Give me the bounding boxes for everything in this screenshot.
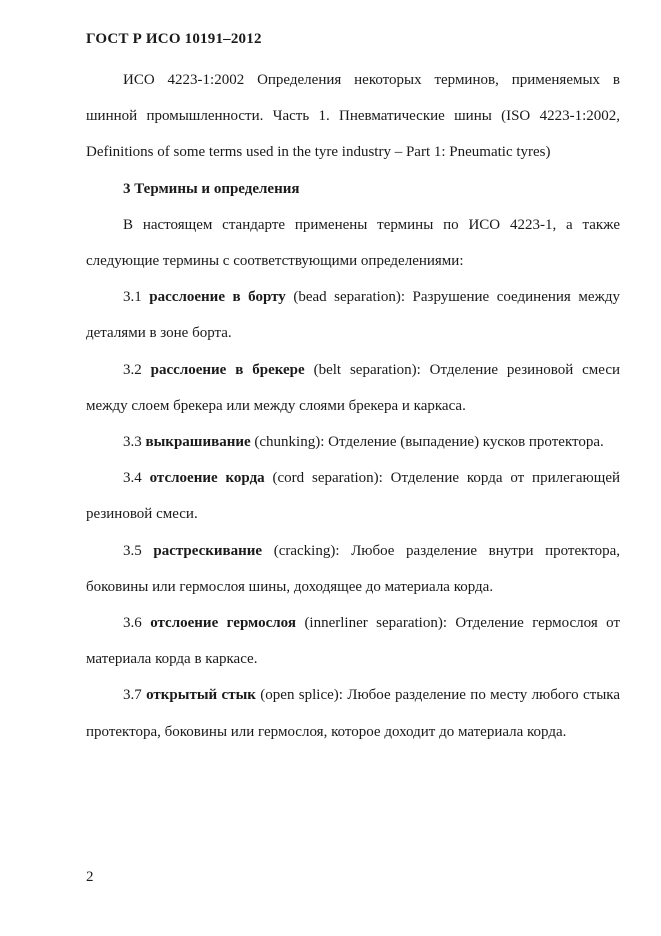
- term-number: 3.6: [123, 615, 142, 632]
- term-name: отслоение гермослоя: [150, 615, 296, 632]
- term-number: 3.2: [123, 361, 142, 378]
- page-body: [86, 62, 620, 750]
- term-definition: (belt separation): Отделение резиновой смеси между слоем брекера или между слоями брекера и каркаса.: [86, 361, 621, 414]
- term-definition: (cracking): Любое разделение внутри протектора, боковины или гермослоя шины, доходящее до материала корда.: [86, 542, 620, 595]
- term-name: выкрашивание: [145, 434, 251, 451]
- reference-paragraph: ИСО 4223-1:2002 Определения некоторых терминов, применяемых в шинной промышленности. Часть 1. Пневматические шины (ISO 4223-1:2002, Definitions of some terms used in the tyre industry – Part 1: Pneumatic tyres): [86, 72, 620, 161]
- term-number: 3.4: [123, 470, 142, 487]
- term-definition: (open splice): Любое разделение по месту любого стыка протектора, боковины или гермослоя, которое доходит до материала корда.: [86, 687, 621, 740]
- term-entry-3-2: [86, 352, 620, 424]
- term-entry-3-4: [86, 460, 620, 532]
- term-number: 3.5: [123, 542, 142, 559]
- term-name: открытый стык: [146, 687, 256, 704]
- page-number: 2: [86, 869, 94, 885]
- term-name: отслоение корда: [149, 470, 265, 487]
- section-intro: В настоящем стандарте применены термины по ИСО 4223-1, а также следующие термины с соответствующими определениями:: [86, 216, 620, 270]
- term-definition: (innerliner separation): Отделение гермослоя от материала корда в каркасе.: [86, 615, 621, 668]
- term-name: расслоение в брекере: [150, 361, 305, 378]
- term-entry-3-5: [86, 533, 620, 605]
- term-entry-3-1: [86, 279, 620, 351]
- term-entry-3-3: [86, 424, 620, 460]
- term-definition: (cord separation): Отделение корда от прилегающей резиновой смеси.: [86, 470, 620, 523]
- term-number: 3.1: [123, 289, 142, 306]
- term-number: 3.7: [123, 687, 142, 704]
- term-entry-3-6: [86, 605, 620, 677]
- section-heading: 3 Термины и определения: [123, 180, 300, 197]
- term-definition: (bead separation): Разрушение соединения между деталями в зоне борта.: [86, 289, 620, 342]
- term-name: расслоение в борту: [149, 289, 286, 306]
- term-definition: (chunking): Отделение (выпадение) кусков протектора.: [254, 434, 604, 451]
- term-name: растрескивание: [153, 542, 263, 559]
- document-code-header: ГОСТ Р ИСО 10191–2012: [86, 31, 262, 47]
- term-number: 3.3: [123, 434, 142, 451]
- term-entry-3-7: [86, 677, 620, 749]
